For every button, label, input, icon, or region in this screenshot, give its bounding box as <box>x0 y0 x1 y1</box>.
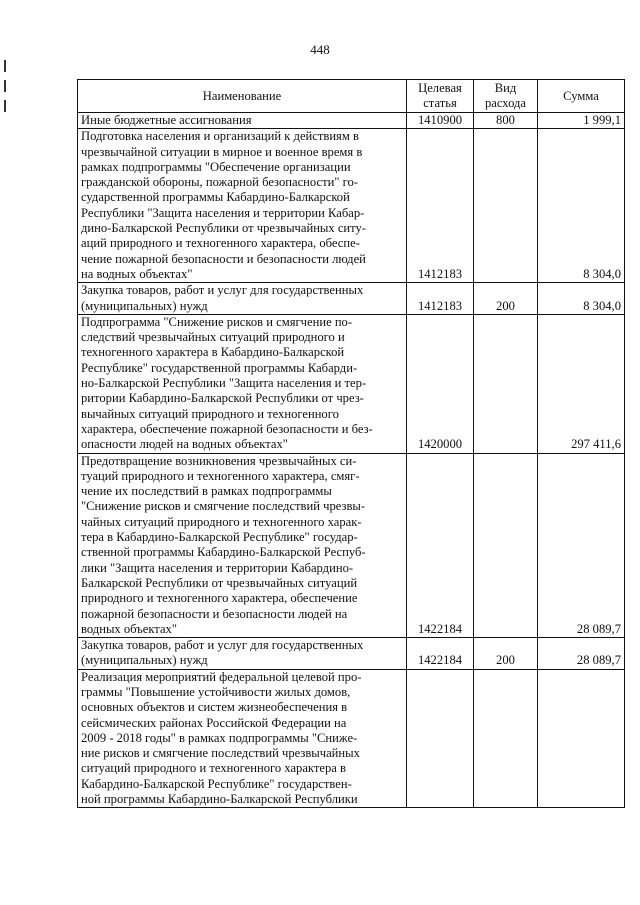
row-sum: 297 411,6 <box>538 314 625 453</box>
row-target-article: 1422184 <box>407 638 474 670</box>
header-name: Наименование <box>78 80 407 113</box>
row-sum: 8 304,0 <box>538 129 625 283</box>
row-name: Подпрограмма "Снижение рисков и смягчение по- следствий чрезвычайных ситуаций природного и техногенного характера в Кабардино-Балкарской Республике" государственной программы Кабарди- но-Балкарской Республики "Защита населения и тер- ритории Кабардино-Балкарской Республики от чрез- вычайных ситуаций природного и техногенного характера, обеспечение пожарной безопасности и без- опасности людей на водных объектах" <box>78 314 407 453</box>
table-row <box>78 453 625 638</box>
binding-mark <box>4 100 6 112</box>
budget-table <box>77 79 625 808</box>
row-sum <box>538 669 625 808</box>
row-expense-type: 200 <box>474 283 538 315</box>
row-target-article: 1412183 <box>407 283 474 315</box>
row-name: Закупка товаров, работ и услуг для государственных (муниципальных) нужд <box>78 638 407 670</box>
binding-mark <box>4 60 6 72</box>
table-row <box>78 638 625 670</box>
table-row <box>78 129 625 283</box>
row-sum: 1 999,1 <box>538 113 625 129</box>
margin-binding-marks <box>4 60 8 150</box>
table-row <box>78 669 625 808</box>
row-sum: 28 089,7 <box>538 638 625 670</box>
row-name: Реализация мероприятий федеральной целевой про- граммы "Повышение устойчивости жилых домов, основных объектов и систем жизнеобеспечения в сейсмических районах Российской Федерации на 2009 - 2018 годы" в рамках подпрограммы "Сниже- ние рисков и смягчение последствий чрезвычайных ситуаций природного и техногенного характера в Кабардино-Балкарской Республике" государствен- ной программы Кабардино-Балкарской Республики <box>78 669 407 808</box>
row-expense-type <box>474 669 538 808</box>
header-sum: Сумма <box>538 80 625 113</box>
page-number: 448 <box>310 42 330 57</box>
row-target-article: 1422184 <box>407 453 474 638</box>
row-sum: 8 304,0 <box>538 283 625 315</box>
header-expense-type: Вид расхода <box>474 80 538 113</box>
row-target-article: 1420000 <box>407 314 474 453</box>
row-name: Иные бюджетные ассигнования <box>78 113 407 129</box>
table-row <box>78 314 625 453</box>
row-sum: 28 089,7 <box>538 453 625 638</box>
row-name: Предотвращение возникновения чрезвычайных си- туаций природного и техногенного характера, смяг- чение их последствий в рамках подпрограммы "Снижение рисков и смягчение последствий чрезвы- чайных ситуаций природного и техногенного харак- тера в Кабардино-Балкарской Республике" государ- ственной программы Кабардино-Балкарской Респуб- лики "Защита населения и территории Кабардино- Балкарской Республики от чрезвычайных ситуаций природного и техногенного характера, обеспечение пожарной безопасности и безопасности людей на водных объектах" <box>78 453 407 638</box>
row-target-article: 1412183 <box>407 129 474 283</box>
row-expense-type <box>474 129 538 283</box>
row-expense-type: 200 <box>474 638 538 670</box>
table-header-row <box>78 80 625 113</box>
row-target-article <box>407 669 474 808</box>
row-expense-type: 800 <box>474 113 538 129</box>
row-name: Подготовка населения и организаций к действиям в чрезвычайной ситуации в мирное и военное время в рамках подпрограммы "Обеспечение организации гражданской обороны, пожарной безопасности" го- сударственной программы Кабардино-Балкарской Республики "Защита населения и территории Кабар- дино-Балкарской Республики от чрезвычайных ситу- аций природного и техногенного характера, обеспе- чение пожарной безопасности и безопасности людей на водных объектах" <box>78 129 407 283</box>
table-row <box>78 113 625 129</box>
table-row <box>78 283 625 315</box>
row-target-article: 1410900 <box>407 113 474 129</box>
header-target-article: Целевая статья <box>407 80 474 113</box>
row-name: Закупка товаров, работ и услуг для государственных (муниципальных) нужд <box>78 283 407 315</box>
binding-mark <box>4 80 6 92</box>
row-expense-type <box>474 314 538 453</box>
row-expense-type <box>474 453 538 638</box>
